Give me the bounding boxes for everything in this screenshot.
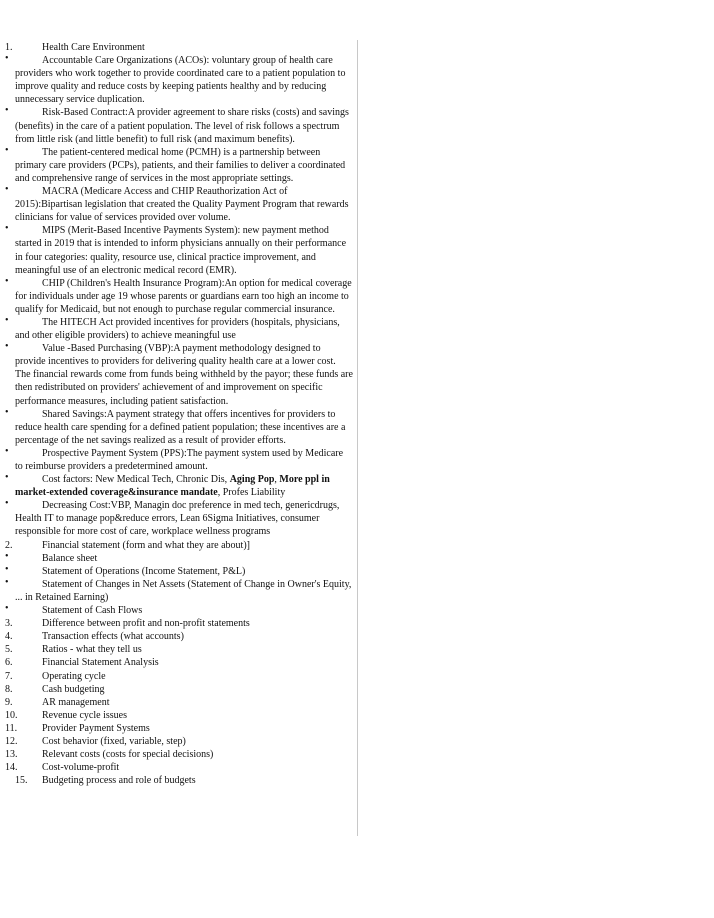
item-text: Accountable Care Organizations (ACOs): voluntary group of health care providers who work together to provide coordinated care to a patient population to improve quality and reduce costs by keeping patients healthy and by reducing unnecessary service duplication. xyxy=(15,55,346,106)
bullet-item xyxy=(5,406,353,447)
numbered-item xyxy=(15,774,353,787)
item-text: Balance sheet xyxy=(42,552,98,564)
item-text: , Profes Liability xyxy=(217,487,286,499)
numbered-item xyxy=(5,630,353,643)
bullet-item xyxy=(5,314,353,342)
bullet-icon: • xyxy=(5,576,9,588)
item-text: Relevant costs (costs for special decisions) xyxy=(42,749,214,761)
bullet-icon: • xyxy=(5,445,9,457)
numbered-item xyxy=(5,41,353,54)
bullet-icon: • xyxy=(5,184,9,196)
item-number: 4. xyxy=(5,631,13,643)
item-number: 8. xyxy=(5,683,13,695)
bullet-item xyxy=(5,603,353,617)
item-text: Statement of Operations (Income Statement, P&L) xyxy=(42,565,246,577)
bullet-icon: • xyxy=(5,53,9,65)
item-text: Provider Payment Systems xyxy=(42,722,150,734)
bullet-item xyxy=(5,144,353,185)
item-number: 11. xyxy=(5,722,18,734)
item-number: 10. xyxy=(5,709,18,721)
item-number: 6. xyxy=(5,657,13,669)
bullet-item xyxy=(5,445,353,473)
item-text: Transaction effects (what accounts) xyxy=(42,631,184,643)
item-text: Risk-Based Contract:A provider agreement to share risks (costs) and savings (benefits) in the care of a patient population. The level of risk follows a spectrum from little risk (and little benefit) to full risk (and maximum benefits). xyxy=(15,107,349,145)
item-text: MIPS (Merit-Based Incentive Payments System): new payment method started in 2019 that is intended to inform physicians annually on their performance in four categories: quality, resource use, clinical practice improvement, and meaningful use of an electronic medical record (EMR). xyxy=(15,225,347,276)
item-number: 12. xyxy=(5,735,18,747)
numbered-item xyxy=(5,643,353,656)
item-text: The patient-centered medical home (PCMH) is a partnership between primary care providers (PCPs), patients, and their families to deliver a coordinated and comprehensive range of services in the most appropriate settings. xyxy=(15,146,346,184)
item-text: Financial Statement Analysis xyxy=(42,657,159,669)
item-text: Cost behavior (fixed, variable, step) xyxy=(42,735,186,747)
item-number: 5. xyxy=(5,644,13,656)
bullet-icon: • xyxy=(5,275,9,287)
item-text: , xyxy=(274,474,280,486)
item-number: 2. xyxy=(5,539,13,551)
item-text: Statement of Changes in Net Assets (Statement of Change in Owner's Equity, ... in Retained Earning) xyxy=(15,578,352,603)
bullet-icon: • xyxy=(5,472,9,484)
outline-column xyxy=(5,41,353,787)
bullet-item xyxy=(5,184,353,224)
bullet-item xyxy=(5,498,353,538)
item-number: 9. xyxy=(5,696,13,708)
numbered-item xyxy=(5,683,353,696)
bullet-icon: • xyxy=(5,563,9,575)
bullet-icon: • xyxy=(5,341,9,353)
item-text: Financial statement (form and what they are about)] xyxy=(42,539,250,551)
item-text: Shared Savings:A payment strategy that offers incentives for providers to reduce health care spending for a defined patient population; these incentives are a percentage of the net savings realized as a result of provider efforts. xyxy=(15,408,346,446)
bullet-icon: • xyxy=(5,603,9,615)
column-divider xyxy=(357,40,358,836)
item-text: Cost-volume-profit xyxy=(42,762,120,774)
numbered-item xyxy=(5,670,353,683)
bullet-item xyxy=(5,576,353,604)
item-text: MACRA (Medicare Access and CHIP Reauthorization Act of 2015):Bipartisan legislation that created the Quality Payment Program that rewards clinicians for value of services provided over volume. xyxy=(15,186,349,224)
item-text: Value -Based Purchasing (VBP):A payment methodology designed to provide incentives to providers for delivering quality health care at a lower cost. The financial rewards come from funds being withheld by the payor; these funds are then redistributed on providers' achievement of and improvement on specific performance measures, including patient satisfaction. xyxy=(15,343,353,407)
numbered-item xyxy=(5,709,353,722)
item-text: Aging Pop xyxy=(229,474,275,486)
item-text: CHIP (Children's Health Insurance Program):An option for medical coverage for individuals under age 19 whose parents or guardians earn too high an income to qualify for Medicaid, but not enough to purchase regular commercial insurance. xyxy=(15,277,352,315)
numbered-item xyxy=(5,761,353,774)
bullet-item xyxy=(5,275,353,316)
item-number: 13. xyxy=(5,749,18,761)
bullet-item xyxy=(5,550,353,565)
bullet-item xyxy=(5,53,353,106)
bullet-item xyxy=(5,563,353,578)
bullet-item xyxy=(5,472,353,499)
item-text: Cost factors: New Medical Tech, Chronic Dis, xyxy=(42,474,230,486)
numbered-item xyxy=(5,722,353,735)
item-number: 7. xyxy=(5,670,13,682)
item-number: 3. xyxy=(5,618,13,630)
item-text: Health Care Environment xyxy=(42,42,145,53)
bullet-icon: • xyxy=(5,223,9,235)
bullet-icon: • xyxy=(5,314,9,326)
item-number: 14. xyxy=(5,762,18,774)
item-text: Statement of Cash Flows xyxy=(42,605,143,617)
item-text: Decreasing Cost:VBP, Managin doc preference in med tech, genericdrugs, Health IT to manage pop&reduce errors, Lean 6Sigma Initiatives, consumer responsible for more cost of care, workplace wellness programs xyxy=(15,500,340,538)
numbered-item xyxy=(5,539,353,552)
item-text: Budgeting process and role of budgets xyxy=(42,775,196,787)
numbered-item xyxy=(5,696,353,709)
item-text: More ppl in market-extended coverage&insurance mandate xyxy=(15,474,330,499)
numbered-item xyxy=(5,617,353,630)
item-number: 1. xyxy=(5,42,13,53)
numbered-item xyxy=(5,656,353,669)
numbered-item xyxy=(5,748,353,761)
item-text: Difference between profit and non-profit statements xyxy=(42,618,250,630)
item-number: 15. xyxy=(15,775,28,787)
item-text: AR management xyxy=(42,696,110,708)
bullet-item xyxy=(5,223,353,276)
bullet-item xyxy=(5,105,353,145)
item-text: Cash budgeting xyxy=(42,683,105,695)
bullet-icon: • xyxy=(5,406,9,418)
bullet-icon: • xyxy=(5,550,9,562)
item-text: Revenue cycle issues xyxy=(42,709,127,721)
bullet-icon: • xyxy=(5,498,9,510)
bullet-icon: • xyxy=(5,105,9,117)
bullet-item xyxy=(5,341,353,407)
numbered-item xyxy=(5,735,353,748)
item-text: Ratios - what they tell us xyxy=(42,644,142,656)
item-text: The HITECH Act provided incentives for providers (hospitals, physicians, and other eligible providers) to achieve meaningful use xyxy=(15,316,340,342)
item-text: Operating cycle xyxy=(42,670,106,682)
item-text: Prospective Payment System (PPS):The payment system used by Medicare to reimburse providers a predetermined amount. xyxy=(15,447,344,472)
bullet-icon: • xyxy=(5,144,9,156)
